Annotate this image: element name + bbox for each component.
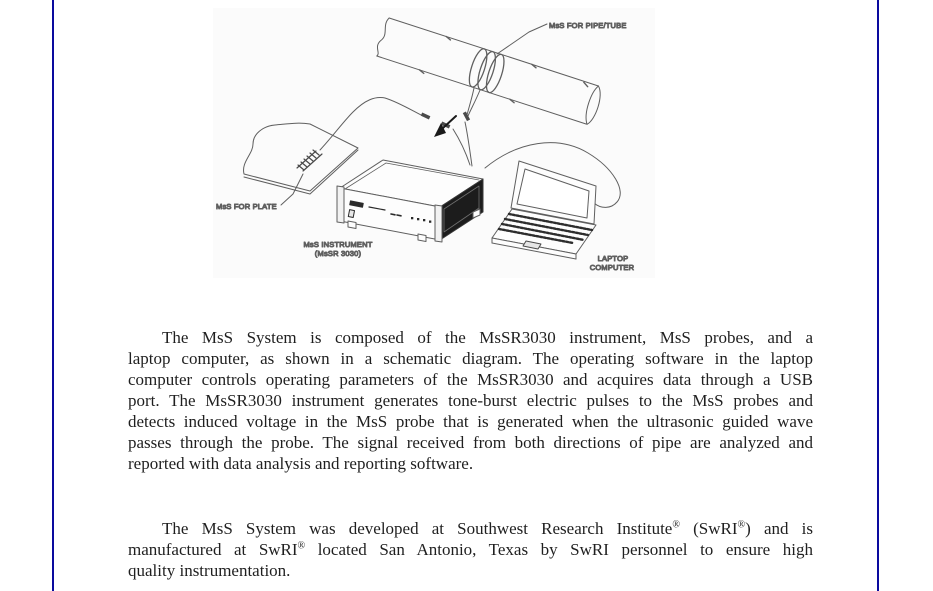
mss-system-diagram (213, 8, 655, 278)
connector-arrow (434, 116, 456, 137)
text-line: manufactured at SwRI® located San Antonio, Texas by SwRI personnel to ensure high (128, 540, 813, 559)
registered-trademark-symbol: ® (297, 540, 306, 552)
laptop-illustration (492, 161, 596, 259)
laptop-label (590, 254, 635, 272)
page-border-left (52, 0, 54, 591)
paragraph (128, 327, 813, 474)
text-line: passes through the probe. The signal received from both directions of pipe are analyzed and (128, 433, 813, 452)
text-line: computer controls operating parameters of the MsSR3030 and acquires data through a USB (128, 370, 813, 389)
text-line: reported with data analysis and reporting software. (128, 454, 474, 473)
instrument-label (303, 240, 372, 258)
instrument-illustration (337, 160, 483, 242)
text-line: detects induced voltage in the MsS probe that is generated when the ultrasonic guided wave (128, 412, 813, 431)
svg-text:MsS INSTRUMENT: MsS INSTRUMENT (303, 240, 373, 249)
registered-trademark-symbol: ® (737, 519, 746, 531)
text-line: port. The MsSR3030 instrument generates tone-burst electric pulses to the MsS probes and (128, 391, 813, 410)
svg-text:LAPTOP: LAPTOP (597, 254, 629, 263)
text-line: quality instrumentation. (128, 561, 291, 580)
pipe-illustration (374, 17, 604, 128)
pipe-label-leader-line (497, 24, 547, 54)
text-line: The MsS System was developed at Southwest Research Institute® (SwRI®) and is (162, 519, 813, 538)
plate-probe-label: MsS FOR PLATE (216, 202, 277, 211)
plate-probe-cable (320, 98, 470, 165)
pipe-probe-cable (463, 88, 480, 166)
schematic-figure (213, 8, 655, 278)
text-block (128, 327, 813, 581)
text-line: The MsS System is composed of the MsSR3030 instrument, MsS probes, and a (162, 328, 813, 347)
pipe-probe-rings (466, 47, 508, 95)
plate-probe-strip (297, 150, 322, 171)
svg-text:COMPUTER: COMPUTER (589, 263, 635, 272)
page-border-right (877, 0, 879, 591)
registered-trademark-symbol: ® (672, 519, 680, 531)
text-line: laptop computer, as shown in a schematic diagram. The operating software in the laptop (128, 349, 813, 368)
pipe-probe-label: MsS FOR PIPE/TUBE (549, 21, 627, 30)
paragraph (128, 518, 813, 581)
svg-text:(MsSR 3030): (MsSR 3030) (314, 249, 362, 258)
